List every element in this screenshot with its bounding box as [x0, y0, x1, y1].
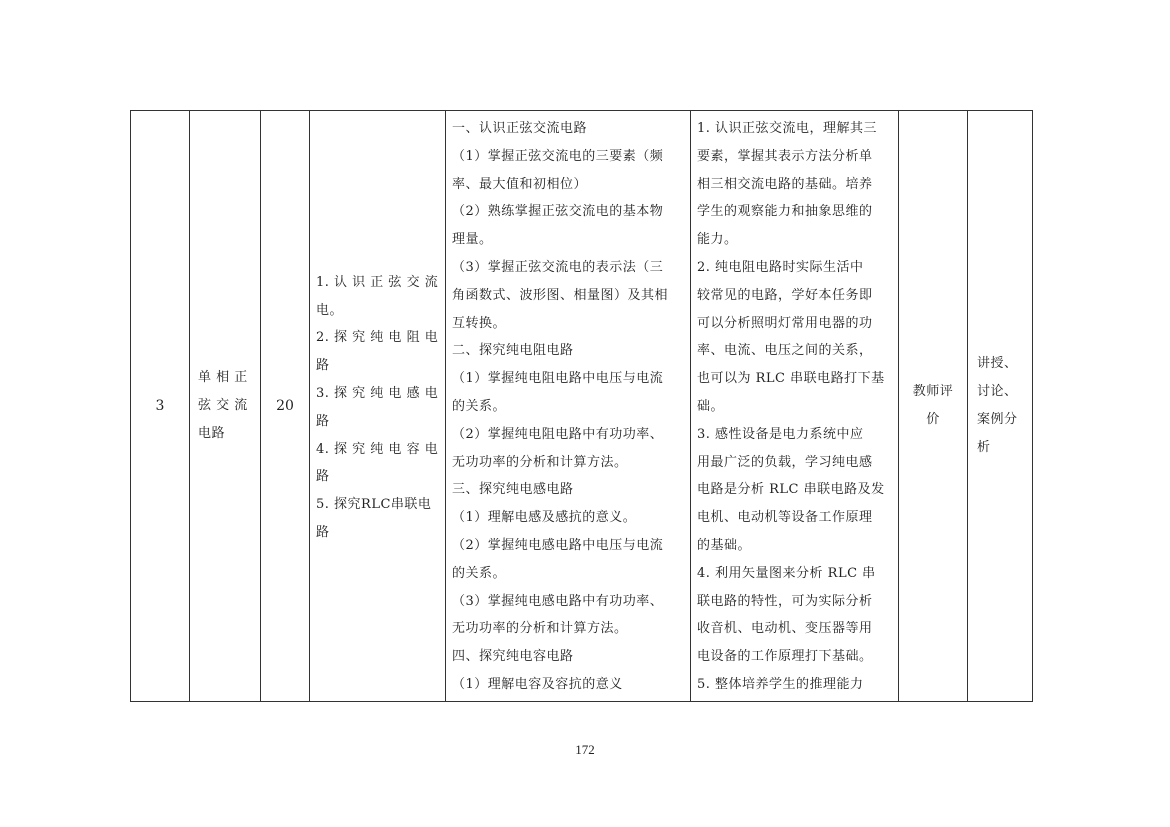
hours-cell: [261, 111, 310, 702]
content-line: 四、探究纯电容电路: [452, 649, 574, 665]
content-line: （2）掌握纯电阻电路中有功功率、: [452, 426, 664, 442]
assessment-line: 教师评: [912, 384, 954, 400]
unit-name-line: 弦 交 流: [198, 397, 248, 413]
goal-cell: [691, 111, 899, 702]
goal-line: 用最广泛的负载，学习纯电感: [697, 454, 873, 470]
goal-line: 较常见的电路，学好本任务即: [697, 287, 873, 303]
goal-line: 4. 利用矢量图来分析 RLC 串: [697, 565, 876, 581]
goal-line: 的基础。: [697, 537, 752, 553]
content-line: 一、认识正弦交流电路: [452, 121, 588, 136]
task-line: 路: [316, 413, 330, 429]
teaching-method: [968, 348, 1032, 463]
content-line: 无功功率的分析和计算方法。: [452, 454, 628, 470]
content-line: 的关系。: [452, 398, 507, 414]
unit-name-line: 电路: [198, 425, 226, 441]
goal-line: 础。: [697, 398, 725, 414]
task-line: 路: [316, 525, 330, 541]
content-line: （1）掌握纯电阻电路中电压与电流: [452, 371, 664, 387]
content-line: 无功功率的分析和计算方法。: [452, 621, 628, 637]
method-line: 析: [977, 439, 991, 455]
goal-line: 也可以为 RLC 串联电路打下基: [697, 371, 885, 387]
goal-line: 2. 纯电阻电路时实际生活中: [697, 259, 864, 275]
method-line: 讨论、: [977, 384, 1018, 400]
row-index: 3: [155, 397, 165, 414]
assessment-cell: [899, 111, 968, 702]
goal-line: 收音机、电动机、变压器等用: [697, 621, 873, 637]
content-line: （1）理解电容及容抗的意义: [452, 676, 623, 692]
course-table: [130, 110, 1033, 702]
method-line: 案例分: [977, 411, 1018, 427]
content-line: 三、探究纯电感电路: [452, 482, 574, 498]
task-line: 路: [316, 469, 330, 485]
unit-name-cell: [190, 111, 261, 702]
page-number: 172: [575, 742, 595, 757]
method-line: 讲授、: [977, 356, 1018, 372]
content-line: 理量。: [452, 232, 493, 248]
content-line: 互转换。: [452, 315, 507, 331]
content-line: 二、探究纯电阻电路: [452, 343, 574, 359]
goal-line: 电设备的工作原理打下基础。: [697, 649, 873, 665]
assessment: [899, 378, 967, 434]
row-index-cell: [131, 111, 190, 702]
goal-line: 率、电流、电压之间的关系，: [697, 343, 873, 359]
content-line: 率、最大值和初相位）: [452, 176, 588, 192]
task-line: 路: [316, 358, 330, 374]
task-line: 电。: [316, 302, 344, 318]
task-line: 2. 探 究 纯 电 阻 电: [316, 330, 439, 346]
goal-line: 1. 认识正弦交流电，理解其三: [697, 121, 878, 136]
content-line: （2）掌握纯电感电路中电压与电流: [452, 537, 664, 553]
goal-line: 学生的观察能力和抽象思维的: [697, 204, 873, 220]
tasks-list: [310, 263, 445, 549]
content-line: （1）掌握正弦交流电的三要素（频: [452, 148, 664, 164]
task-line: 4. 探 究 纯 电 容 电: [316, 441, 439, 457]
task-line: 1. 认 识 正 弦 交 流: [316, 274, 439, 290]
content-line: （1）理解电感及感抗的意义。: [452, 510, 637, 526]
task-line: 3. 探 究 纯 电 感 电: [316, 386, 439, 402]
goal-line: 电机、电动机等设备工作原理: [697, 510, 873, 526]
table-row: [131, 111, 1033, 702]
goal-line: 联电路的特性，可为实际分析: [697, 593, 873, 609]
goal-line: 要素，掌握其表示方法分析单: [697, 148, 873, 164]
goal-line: 可以分析照明灯常用电器的功: [697, 315, 873, 331]
goal-line: 相三相交流电路的基础。培养: [697, 176, 873, 192]
content-line: 的关系。: [452, 565, 507, 581]
unit-name-line: 单 相 正: [198, 370, 248, 386]
content-cell: [446, 111, 691, 702]
content-list: [446, 111, 690, 701]
goal-line: 电路是分析 RLC 串联电路及发: [697, 482, 885, 498]
content-line: 角函数式、波形图、相量图）及其相: [452, 287, 669, 303]
tasks-cell: [310, 111, 446, 702]
goal-line: 能力。: [697, 232, 738, 248]
goal-list: [691, 111, 898, 701]
task-line: 5. 探究RLC串联电: [316, 497, 432, 513]
goal-line: 5. 整体培养学生的推理能力: [697, 676, 864, 692]
unit-name: [190, 362, 260, 449]
hours: 20: [276, 397, 294, 414]
content-line: （3）掌握纯电感电路中有功功率、: [452, 593, 664, 609]
assessment-line: 价: [926, 411, 940, 427]
method-cell: [968, 111, 1033, 702]
content-line: （3）掌握正弦交流电的表示法（三: [452, 259, 664, 275]
content-line: （2）熟练掌握正弦交流电的基本物: [452, 204, 664, 220]
goal-line: 3. 感性设备是电力系统中应: [697, 426, 864, 442]
